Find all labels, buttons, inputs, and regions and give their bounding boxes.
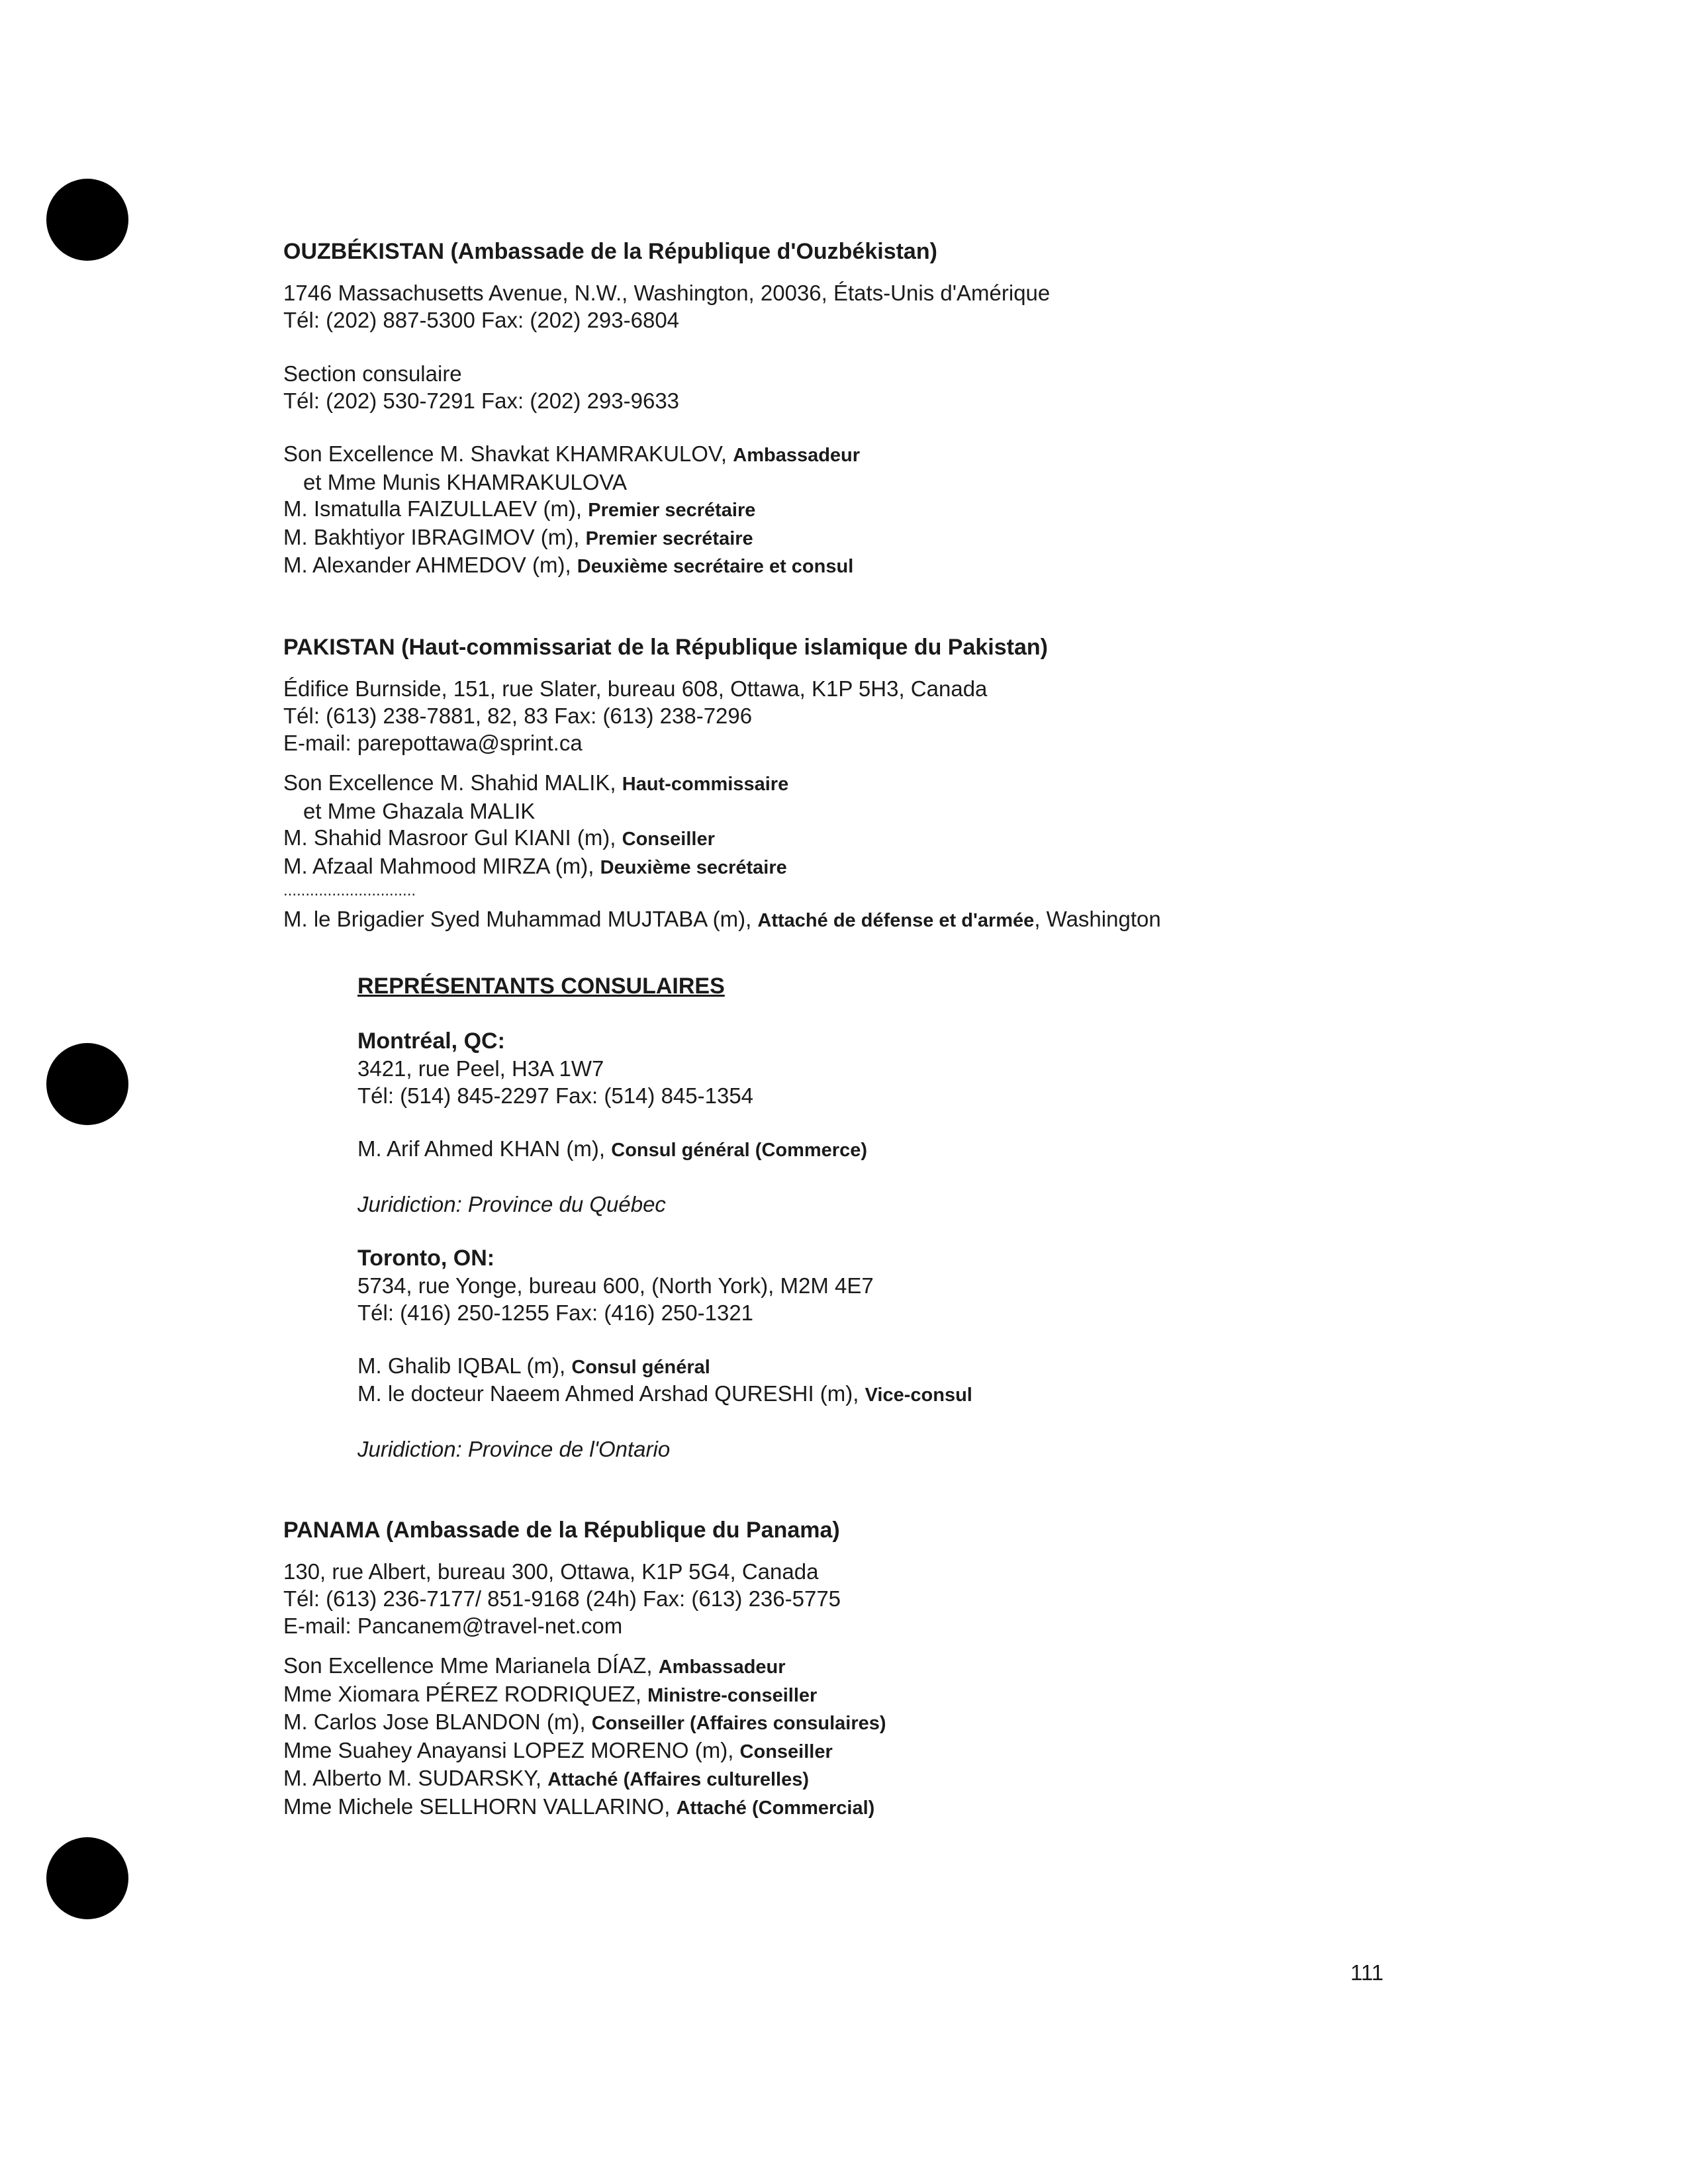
staff-name: M. Afzaal Mahmood MIRZA (m), (283, 853, 600, 878)
staff-title: Deuxième secrétaire et consul (577, 556, 854, 577)
staff-entry (283, 1709, 1541, 1737)
staff-entry (283, 441, 1541, 469)
address: 5734, rue Yonge, bureau 600, (North York), M2M 4E7 (357, 1273, 874, 1298)
staff-entry (357, 1353, 1483, 1381)
section-heading: PANAMA (Ambassade de la République du Panama) (283, 1518, 840, 1543)
phone-fax: Tél: (202) 887-5300 Fax: (202) 293-6804 (283, 308, 680, 332)
section-pakistan (283, 633, 1541, 934)
staff-title: Ambassadeur (733, 445, 861, 466)
staff-entry (283, 1765, 1541, 1794)
staff-title: Conseiller (622, 829, 715, 850)
staff-entry (283, 798, 1541, 825)
section-uzbekistan (283, 237, 1541, 580)
staff-title: Ambassadeur (658, 1657, 786, 1678)
page-number: 111 (1350, 1960, 1384, 1985)
staff-entry (283, 1681, 1541, 1709)
staff-title: Vice-consul (865, 1385, 972, 1406)
city-heading: Toronto, ON: (357, 1245, 495, 1271)
staff-name: M. Alberto M. SUDARSKY, (283, 1766, 548, 1790)
section-panama (283, 1516, 1541, 1821)
staff-title: Attaché (Affaires culturelles) (547, 1769, 810, 1790)
staff-name: M. Carlos Jose BLANDON (m), (283, 1709, 592, 1734)
staff-name: Mme Michele SELLHORN VALLARINO, (283, 1794, 677, 1819)
staff-name: et Mme Munis KHAMRAKULOVA (303, 469, 628, 494)
staff-entry (357, 1381, 1483, 1409)
staff-entry (283, 552, 1541, 580)
staff-title: Consul général (Commerce) (611, 1140, 868, 1161)
email: E-mail: Pancanem@travel-net.com (283, 1614, 623, 1638)
staff-entry (283, 1794, 1541, 1822)
phone-fax: Tél: (416) 250-1255 Fax: (416) 250-1321 (357, 1300, 754, 1325)
staff-title: Consul général (571, 1356, 710, 1378)
section-heading: OUZBÉKISTAN (Ambassade de la République d'Ouzbékistan) (283, 239, 937, 264)
binder-hole-bottom (46, 1837, 128, 1919)
staff-entry (283, 496, 1541, 524)
staff-name: M. le docteur Naeem Ahmed Arshad QURESHI (m), (357, 1381, 865, 1406)
staff-title: Attaché de défense et d'armée (757, 910, 1035, 931)
jurisdiction: Juridiction: Province de l'Ontario (357, 1436, 671, 1461)
staff-entry (357, 1136, 1483, 1164)
defense-attache-entry (283, 906, 1541, 934)
staff-entry (283, 770, 1541, 798)
phone-fax: Tél: (613) 238-7881, 82, 83 Fax: (613) 238-7296 (283, 704, 753, 728)
city-heading: Montréal, QC: (357, 1028, 505, 1054)
staff-entry (283, 1653, 1541, 1681)
staff-name: M. Ismatulla FAIZULLAEV (m), (283, 496, 588, 521)
consular-section-label: Section consulaire (283, 361, 462, 386)
jurisdiction: Juridiction: Province du Québec (357, 1191, 666, 1216)
staff-title: Premier secrétaire (585, 527, 753, 549)
staff-name: M. Alexander AHMEDOV (m), (283, 553, 577, 577)
staff-name: Son Excellence Mme Marianela DÍAZ, (283, 1653, 659, 1678)
staff-title: Attaché (Commercial) (676, 1797, 875, 1819)
staff-title: Deuxième secrétaire (600, 856, 787, 878)
staff-title: Conseiller (739, 1741, 833, 1762)
address: 130, rue Albert, bureau 300, Ottawa, K1P 5G4, Canada (283, 1559, 819, 1584)
phone-fax: Tél: (613) 236-7177/ 851-9168 (24h) Fax: (613) 236-5775 (283, 1586, 841, 1611)
staff-name: Son Excellence M. Shahid MALIK, (283, 770, 622, 795)
staff-title: Ministre-conseiller (647, 1684, 818, 1706)
staff-name: M. Arif Ahmed KHAN (m), (357, 1136, 612, 1161)
staff-entry (283, 469, 1541, 496)
staff-name: M. Ghalib IQBAL (m), (357, 1353, 572, 1378)
dotted-separator: .............................. (283, 882, 416, 899)
staff-entry (283, 524, 1541, 553)
staff-name: M. Bakhtiyor IBRAGIMOV (m), (283, 524, 586, 549)
consular-heading: REPRÉSENTANTS CONSULAIRES (357, 974, 725, 999)
staff-title: Conseiller (Affaires consulaires) (591, 1713, 886, 1734)
staff-name: et Mme Ghazala MALIK (303, 798, 536, 823)
binder-hole-top (46, 179, 128, 261)
section-heading: PAKISTAN (Haut-commissariat de la République islamique du Pakistan) (283, 635, 1048, 660)
address: 1746 Massachusetts Avenue, N.W., Washington, 20036, États-Unis d'Amérique (283, 281, 1051, 305)
staff-entry (283, 853, 1541, 882)
staff-title: Haut-commissaire (622, 774, 789, 795)
consular-representatives (357, 972, 1483, 1463)
staff-location: , Washington (1034, 907, 1161, 931)
staff-name: Mme Suahey Anayansi LOPEZ MORENO (m), (283, 1737, 740, 1762)
staff-name: Son Excellence M. Shavkat KHAMRAKULOV, (283, 441, 733, 466)
staff-name: M. Shahid Masroor Gul KIANI (m), (283, 825, 622, 850)
staff-name: M. le Brigadier Syed Muhammad MUJTABA (m), (283, 907, 758, 931)
binder-hole-middle (46, 1043, 128, 1125)
staff-title: Premier secrétaire (588, 500, 756, 521)
phone-fax: Tél: (514) 845-2297 Fax: (514) 845-1354 (357, 1083, 754, 1108)
staff-entry (283, 1737, 1541, 1766)
staff-entry (283, 825, 1541, 853)
email: E-mail: parepottawa@sprint.ca (283, 731, 583, 755)
staff-name: Mme Xiomara PÉREZ RODRIQUEZ, (283, 1681, 648, 1706)
address: 3421, rue Peel, H3A 1W7 (357, 1056, 604, 1081)
address: Édifice Burnside, 151, rue Slater, bureau 608, Ottawa, K1P 5H3, Canada (283, 676, 988, 701)
consular-phone-fax: Tél: (202) 530-7291 Fax: (202) 293-9633 (283, 388, 680, 413)
